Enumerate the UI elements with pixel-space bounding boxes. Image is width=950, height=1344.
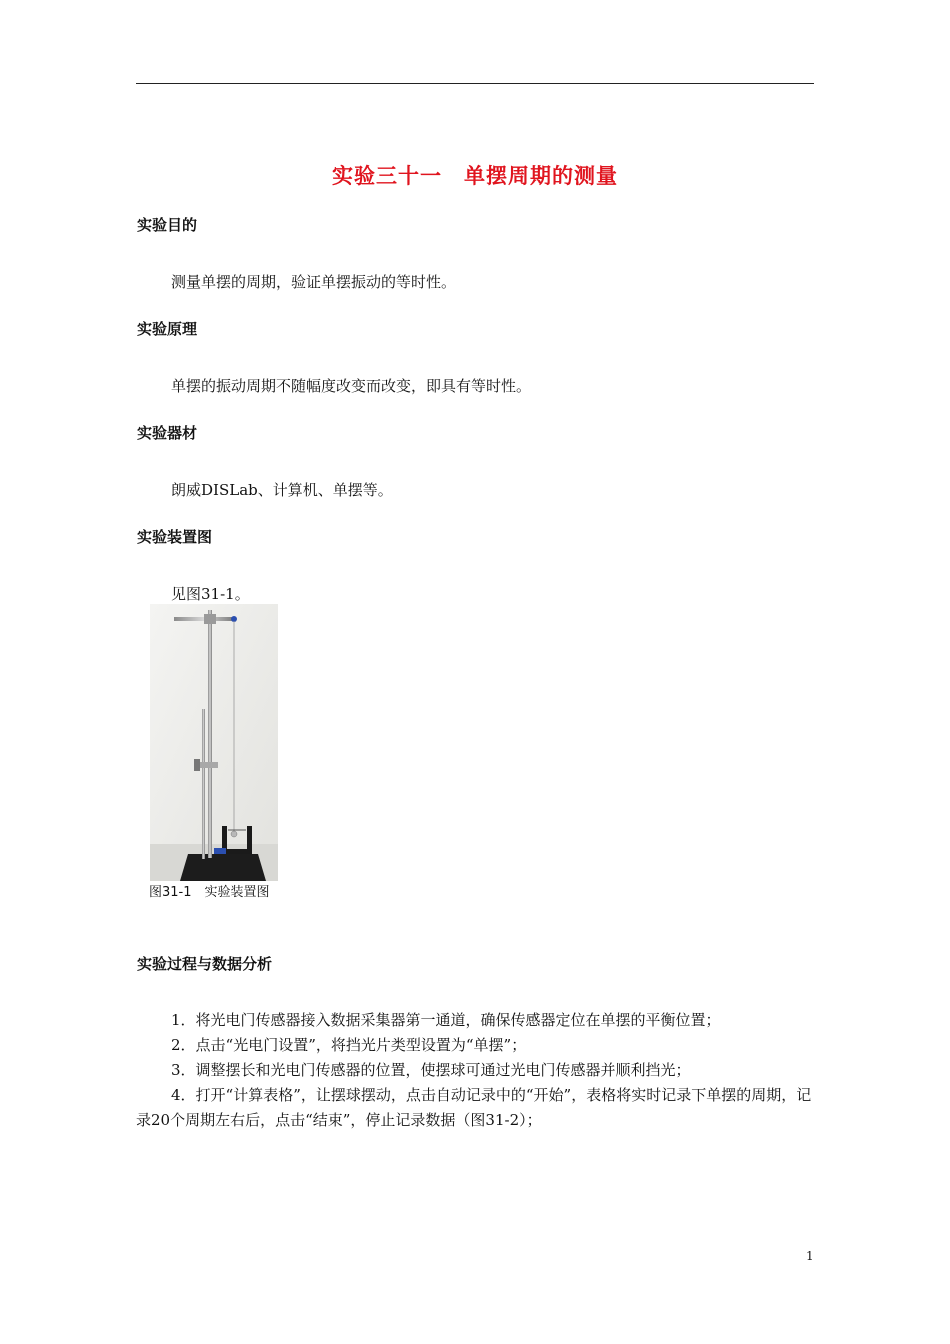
page-title: 实验三十一 单摆周期的测量 [332,164,618,188]
figure-caption: 图31-1 实验装置图 [149,885,270,900]
heading-principle: 实验原理 [137,320,198,338]
purpose-text: 测量单摆的周期，验证单摆振动的等时性。 [171,273,457,291]
pendulum-apparatus-photo [150,604,278,881]
heading-equipment: 实验器材 [137,424,198,442]
procedure-step: 2．点击“光电门设置”，将挡光片类型设置为“单摆”； [171,1036,527,1054]
heading-procedure: 实验过程与数据分析 [137,955,273,973]
procedure-step: 1．将光电门传感器接入数据采集器第一通道，确保传感器定位在单摆的平衡位置； [171,1011,721,1029]
heading-purpose: 实验目的 [137,216,198,234]
equipment-text: 朗威DISLab、计算机、单摆等。 [171,481,393,499]
heading-setup: 实验装置图 [137,528,213,546]
header-rule [136,83,814,84]
principle-text: 单摆的振动周期不随幅度改变而改变，即具有等时性。 [171,377,532,395]
procedure-step: 4．打开“计算表格”，让摆球摆动，点击自动记录中的“开始”，表格将实时记录下单摆的周期，记录20个周期左右后，点击“结束”，停止记录数据（图31-2）； [136,1086,812,1129]
page-number: 1 [806,1249,814,1263]
procedure-step: 3．调整摆长和光电门传感器的位置，使摆球可通过光电门传感器并顺利挡光； [171,1061,691,1079]
setup-text: 见图31-1。 [171,585,250,603]
